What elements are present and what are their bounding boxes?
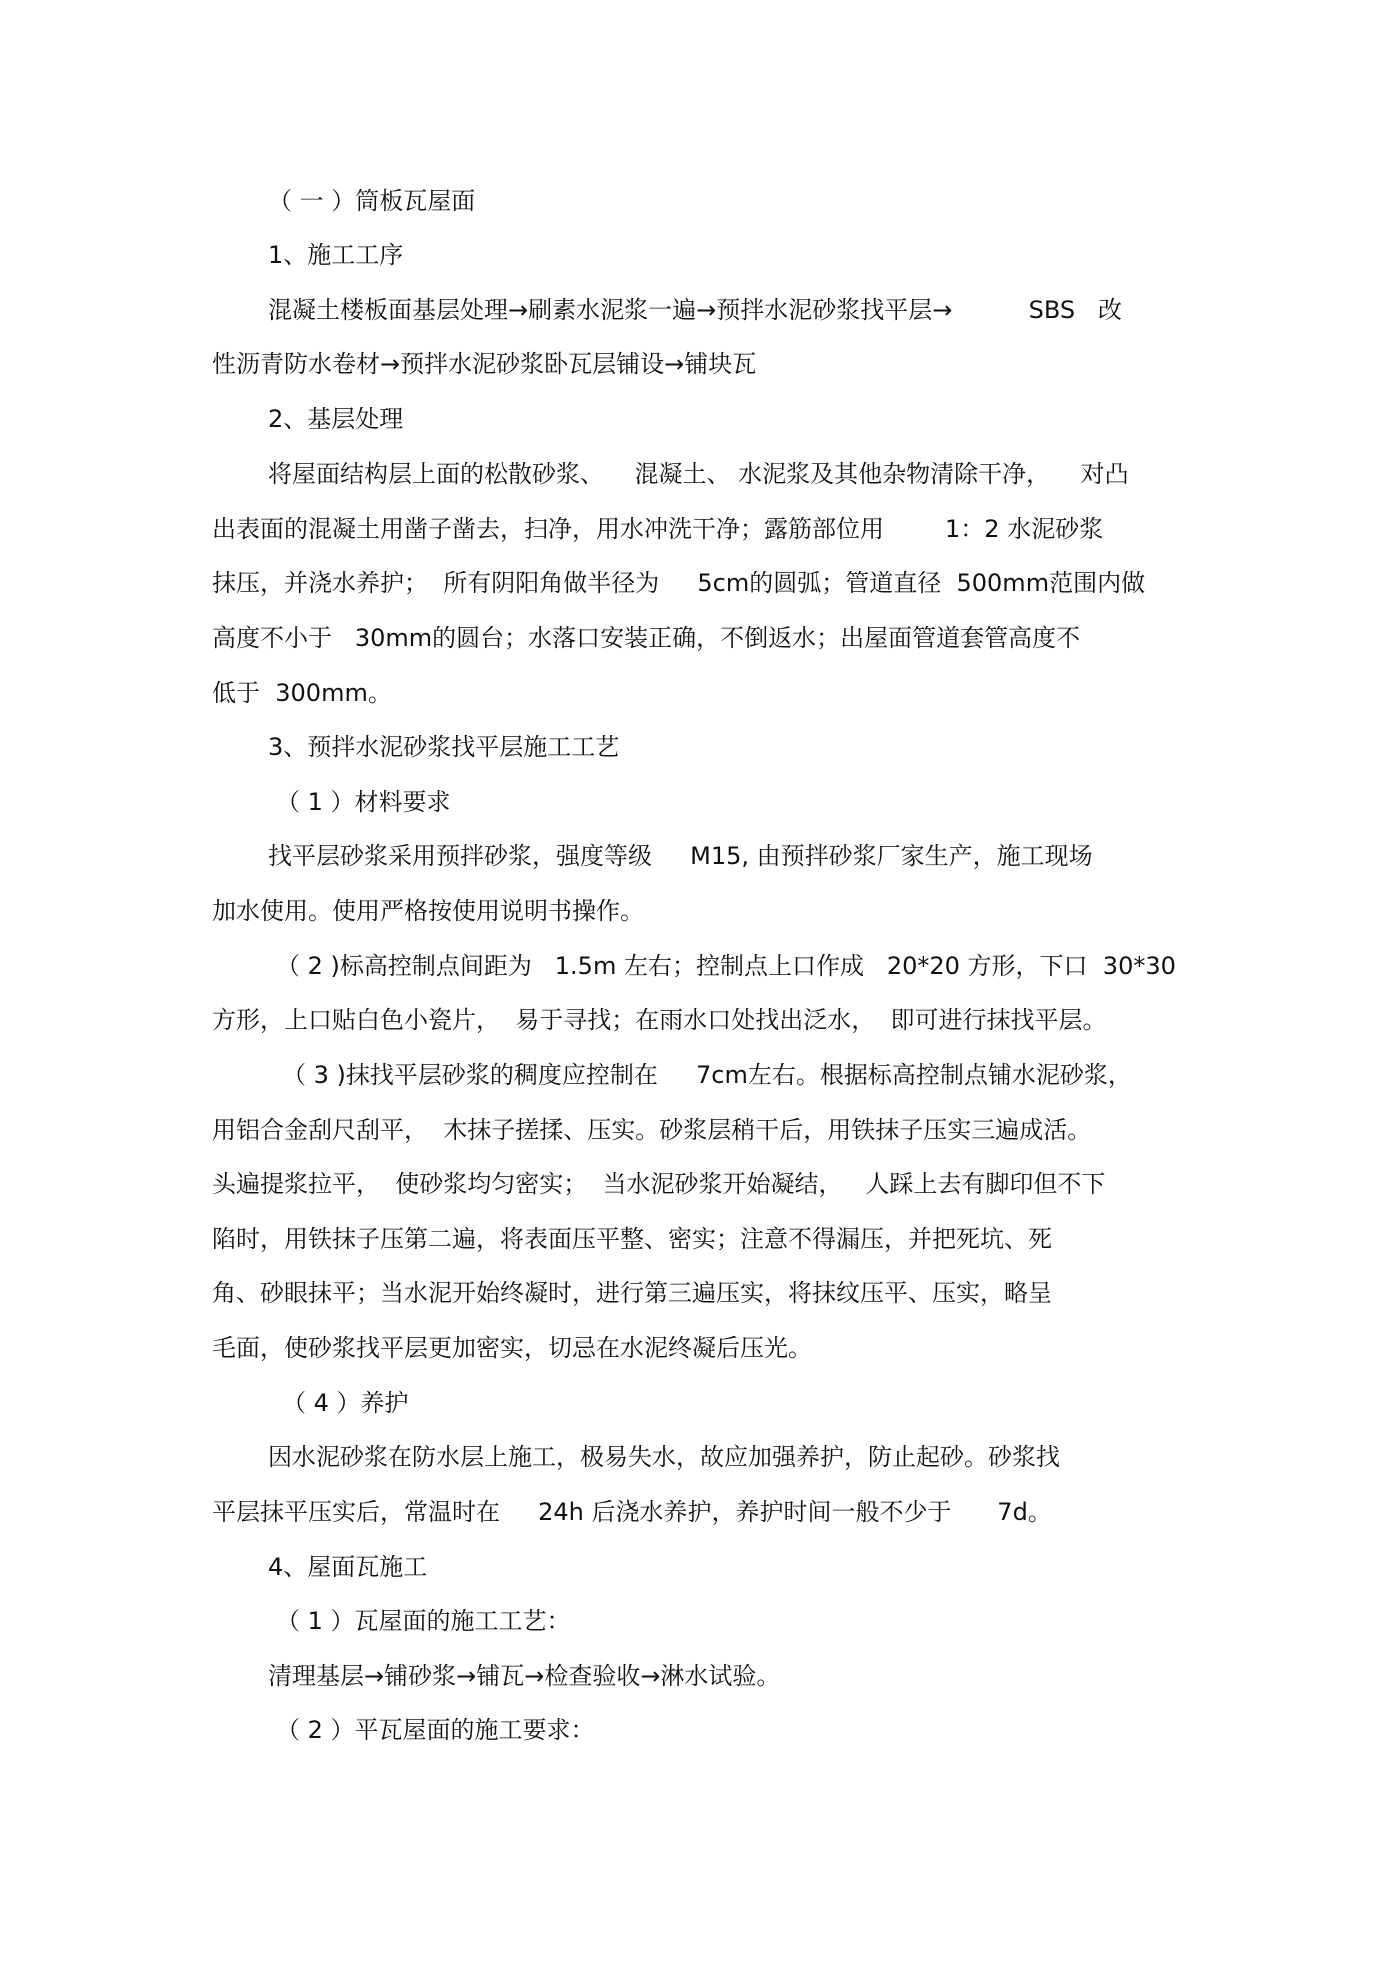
paragraph-line: 抹压，并浇水养护； 所有阴阳角做半径为 5cm的圆弧；管道直径 500mm范围内做 <box>212 569 1146 597</box>
paragraph-line: 平层抹平压实后，常温时在 24h 后浇水养护，养护时间一般不少于 7d。 <box>212 1498 1052 1526</box>
paragraph-line: 加水使用。使用严格按使用说明书操作。 <box>212 897 644 925</box>
subsection-title: 3、预拌水泥砂浆找平层施工工艺 <box>268 733 620 761</box>
paragraph-line: 高度不小于 30mm的圆台；水落口安装正确，不倒返水；出屋面管道套管高度不 <box>212 624 1081 652</box>
paragraph-line: 出表面的混凝土用凿子凿去，扫净，用水冲洗干净；露筋部位用 1：2 水泥砂浆 <box>212 515 1104 543</box>
paragraph-line: 因水泥砂浆在防水层上施工，极易失水，故应加强养护，防止起砂。砂浆找 <box>268 1443 1060 1471</box>
subsection-title: （ 2 ）平瓦屋面的施工要求： <box>276 1716 595 1744</box>
paragraph-line: 陷时，用铁抹子压第二遍，将表面压平整、密实；注意不得漏压，并把死坑、死 <box>212 1225 1052 1253</box>
paragraph-line: 清理基层→铺砂浆→铺瓦→检查验收→淋水试验。 <box>268 1662 781 1690</box>
subsection-title: （ 4 ）养护 <box>282 1389 409 1417</box>
subsection-title: （ 1 ）瓦屋面的施工工艺： <box>276 1607 571 1635</box>
paragraph-line: （ 2 )标高控制点间距为 1.5m 左右；控制点上口作成 20*20 方形，下口 30*30 <box>276 952 1176 980</box>
subsection-title: 4、屋面瓦施工 <box>268 1553 428 1581</box>
paragraph-line: 方形，上口贴白色小瓷片， 易于寻找；在雨水口处找出泛水， 即可进行抹找平层。 <box>212 1006 1107 1034</box>
paragraph-line: 头遍提浆拉平， 使砂浆均匀密实； 当水泥砂浆开始凝结， 人踩上去有脚印但不下 <box>212 1170 1106 1198</box>
paragraph-line: 角、砂眼抹平；当水泥开始终凝时，进行第三遍压实，将抹纹压平、压实，略呈 <box>212 1279 1052 1307</box>
paragraph-line: 将屋面结构层上面的松散砂浆、 混凝土、 水泥浆及其他杂物清除干净， 对凸 <box>268 460 1129 488</box>
section-heading: （ 一 ）筒板瓦屋面 <box>268 187 476 215</box>
paragraph-line: 性沥青防水卷材→预拌水泥砂浆卧瓦层铺设→铺块瓦 <box>212 350 757 378</box>
paragraph-line: （ 3 )抹找平层砂浆的稠度应控制在 7cm左右。根据标高控制点铺水泥砂浆， <box>282 1061 1132 1089</box>
paragraph-line: 混凝土楼板面基层处理→刷素水泥浆一遍→预拌水泥砂浆找平层→ SBS 改 <box>268 296 1123 324</box>
paragraph-line: 找平层砂浆采用预拌砂浆，强度等级 M15, 由预拌砂浆厂家生产，施工现场 <box>268 842 1093 870</box>
paragraph-line: 低于 300mm。 <box>212 679 392 707</box>
subsection-title: 1、施工工序 <box>268 241 404 269</box>
paragraph-line: 毛面，使砂浆找平层更加密实，切忌在水泥终凝后压光。 <box>212 1334 812 1362</box>
paragraph-line: 用铝合金刮尺刮平， 木抹子搓揉、压实。砂浆层稍干后，用铁抹子压实三遍成活。 <box>212 1116 1092 1144</box>
subsection-title: 2、基层处理 <box>268 405 404 433</box>
subsection-title: （ 1 ）材料要求 <box>276 788 451 816</box>
